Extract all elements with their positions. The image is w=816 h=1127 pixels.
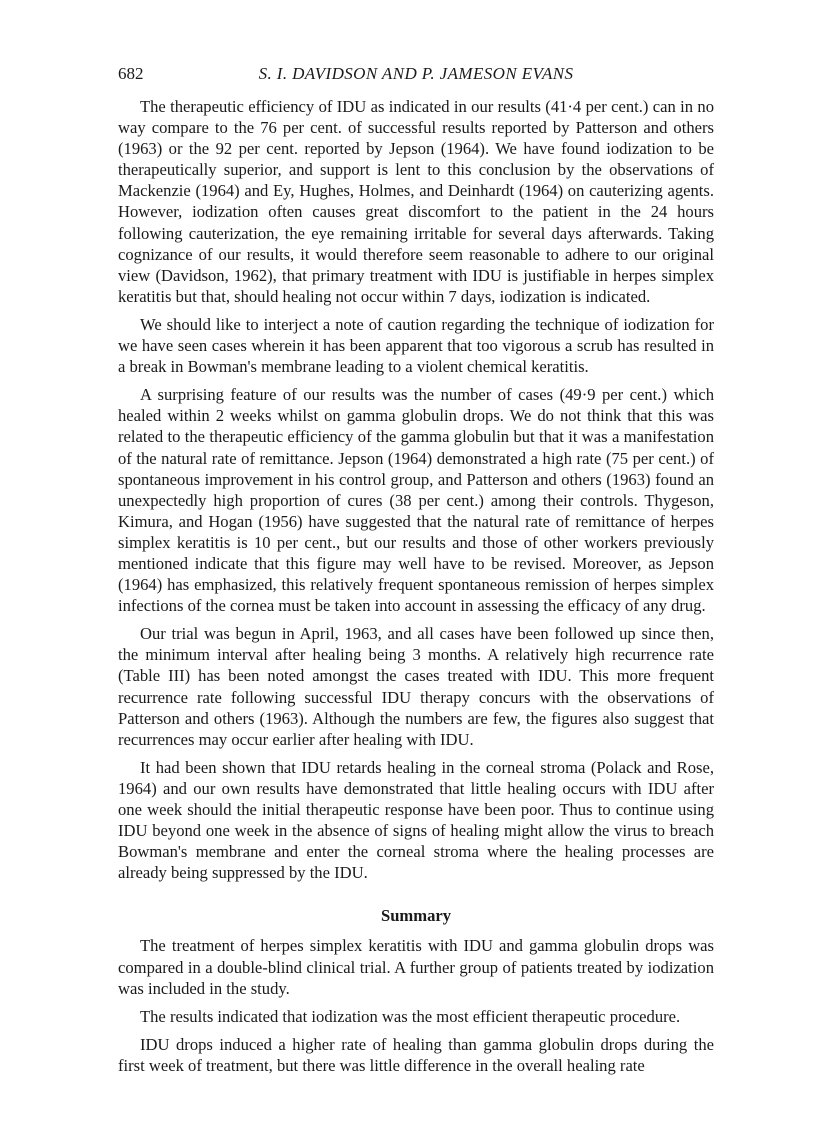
body-paragraph: The therapeutic efficiency of IDU as indicated in our results (41·4 per cent.) can in no way compare to the 76 per cent. of successful results reported by Patterson and others (1963) or the 92 per cent. reported by Jepson (1964). We have found iodization to be therapeutically superior, and support is lent to this conclusion by the observations of Mackenzie (1964) and Ey, Hughes, Holmes, and Deinhardt (1964) on cauterizing agents. However, iodization often causes great discomfort to the patient in the 24 hours following cauterization, the eye remaining irritable for several days afterwards. Taking cognizance of our results, it would therefore seem reasonable to adhere to our original view (Davidson, 1962), that primary treatment with IDU is justifiable in herpes simplex keratitis but that, should healing not occur within 7 days, iodization is indicated. [118, 97, 714, 306]
summary-paragraph: The results indicated that iodization was the most efficient therapeutic procedure. [140, 1006, 681, 1026]
body-paragraph: A surprising feature of our results was the number of cases (49·9 per cent.) which healed within 2 weeks whilst on gamma globulin drops. We do not think that this was related to the therapeutic efficiency of the gamma globulin but that it was a manifestation of the natural rate of remittance. Jepson (1964) demonstrated a high rate (75 per cent.) of spontaneous improvement in his control group, and Patterson and others (1963) found an unexpectedly high proportion of cures (38 per cent.) among their controls. Thygeson, Kimura, and Hogan (1956) have suggested that the natural rate of remittance of herpes simplex keratitis is 10 per cent., but our results and those of other workers previously mentioned indicate that this figure may well have to be revised. Moreover, as Jepson (1964) has emphasized, this relatively frequent spontaneous remission of herpes simplex infections of the cornea must be taken into account in assessing the efficacy of any drug. [118, 385, 714, 616]
page-number: 682 [118, 64, 144, 83]
summary-paragraph: The treatment of herpes simplex keratitis with IDU and gamma globulin drops was compared in a double-blind clinical trial. A further group of patients treated by iodization was included in the study. [118, 936, 714, 998]
running-head: S. I. DAVIDSON AND P. JAMESON EVANS [258, 64, 574, 83]
body-paragraph: Our trial was begun in April, 1963, and all cases have been followed up since then, the minimum interval after healing being 3 months. A relatively high recurrence rate (Table III) has been noted amongst the cases treated with IDU. This more frequent recurrence rate following successful IDU therapy concurs with the observations of Patterson and others (1963). Although the numbers are few, the figures also suggest that recurrences may occur earlier after healing with IDU. [118, 624, 714, 749]
summary-paragraph: IDU drops induced a higher rate of healing than gamma globulin drops during the first week of treatment, but there was little difference in the overall healing rate [118, 1034, 714, 1075]
article-body [118, 96, 714, 1083]
body-paragraph: It had been shown that IDU retards healing in the corneal stroma (Polack and Rose, 1964) and our own results have demonstrated that little healing occurs with IDU after one week should the initial therapeutic response have been poor. Thus to continue using IDU beyond one week in the absence of signs of healing might allow the virus to breach Bowman's membrane and enter the corneal stroma where the healing processes are already being suppressed by the IDU. [118, 757, 714, 883]
body-paragraph: We should like to interject a note of caution regarding the technique of iodization for we have seen cases wherein it has been apparent that too vigorous a scrub has resulted in a break in Bowman's membrane leading to a violent chemical keratitis. [118, 314, 714, 377]
page-header [118, 64, 714, 88]
summary-section [118, 935, 714, 1076]
summary-heading: Summary [380, 906, 452, 926]
